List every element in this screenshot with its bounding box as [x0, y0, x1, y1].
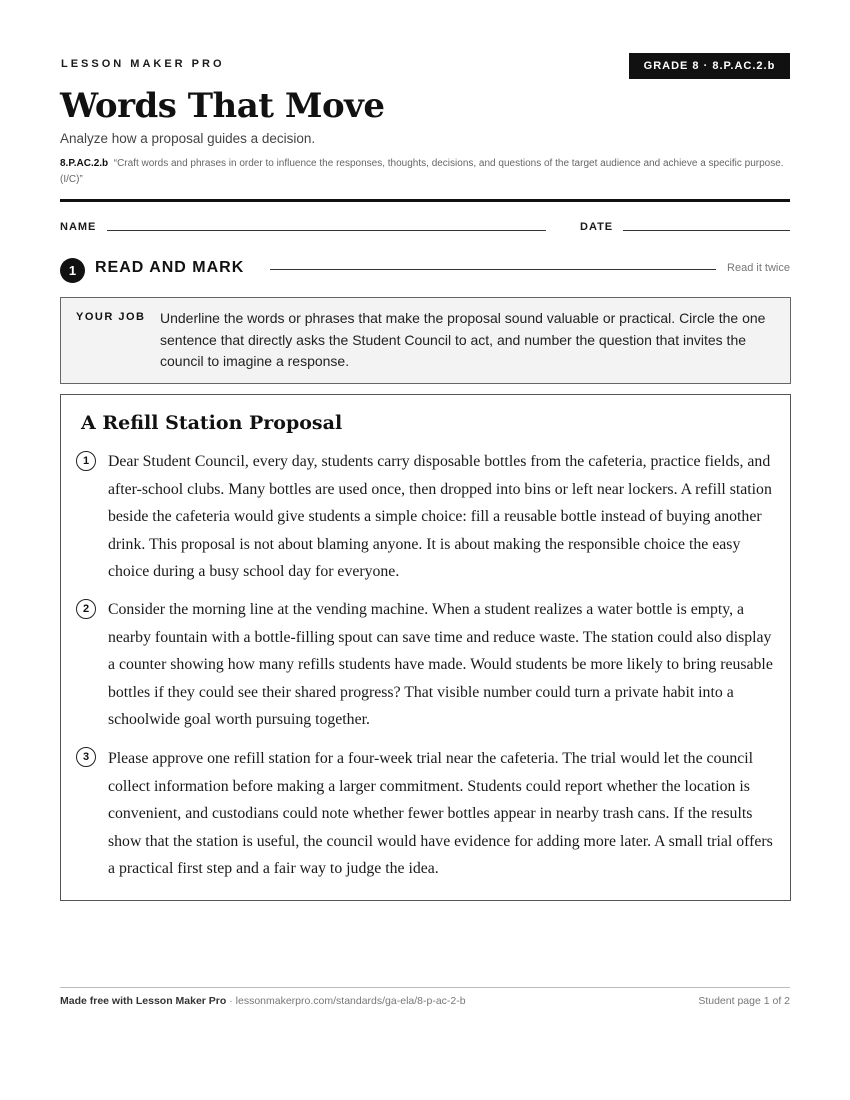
name-label: NAME: [60, 221, 97, 233]
your-job-instructions: Underline the words or phrases that make the proposal sound valuable or practical. Circle the one sentence that directly asks the Student Council to act, and number the question that invites the council to imagine a response.: [160, 310, 766, 369]
section-rule: [270, 269, 716, 270]
footer-made-with: Made free with Lesson Maker Pro: [60, 995, 227, 1007]
brand-label: LESSON MAKER PRO: [61, 58, 225, 70]
passage-paragraph: Please approve one refill station for a four-week trial near the cafeteria. The trial would let the council collect information before making a larger commitment. Students could report whether the location is convenient, and custodians could note whether fewer bottles appear in nearby trash cans. If the results show that the station is useful, the council would have evidence for adding more later. A small trial offers a practical first step and a fair way to judge the idea.: [108, 750, 773, 877]
worksheet-subtitle: Analyze how a proposal guides a decision.: [60, 131, 316, 146]
header-divider: [60, 199, 790, 202]
passage-box: [60, 394, 791, 901]
section-note: Read it twice: [727, 262, 790, 274]
section-title: READ AND MARK: [95, 259, 245, 276]
date-field[interactable]: [623, 230, 790, 231]
footer-url[interactable]: lessonmakerpro.com/standards/ga-ela/8-p-ac-2-b: [235, 995, 466, 1007]
footer-divider: [60, 987, 790, 988]
footer-separator: ·: [226, 995, 236, 1007]
passage-paragraph: Dear Student Council, every day, students carry disposable bottles from the cafeteria, practice fields, and after-school clubs. Many bottles are used once, then dropped into bins or left near lockers. A refill station beside the cafeteria would give students a simple choice: fill a reusable bottle instead of buying another drink. This proposal is not about blaming anyone. It is about making the responsible choice the easy choice during a busy school day for everyone.: [108, 453, 772, 580]
footer-page-number: Student page 1 of 2: [698, 995, 790, 1007]
passage-title: A Refill Station Proposal: [81, 412, 343, 434]
grade-badge: GRADE 8 · 8.P.AC.2.b: [629, 53, 790, 79]
your-job-label: YOUR JOB: [76, 311, 146, 323]
your-job-box: [60, 297, 791, 384]
passage-paragraph: Consider the morning line at the vending machine. When a student realizes a water bottle is empty, a nearby fountain with a bottle-filling spout can save time and reduce waste. The station could also display a counter showing how many refills students have made. Would students be more likely to bring reusable bottles if they could see their shared progress? That visible number could turn a private habit into a schoolwide goal worth pursuing together.: [108, 601, 773, 728]
name-field[interactable]: [107, 230, 546, 231]
paragraph-number-badge: 2: [76, 599, 96, 619]
section-number-badge: 1: [60, 258, 85, 283]
worksheet-title: Words That Move: [60, 86, 385, 126]
paragraph-number-badge: 1: [76, 451, 96, 471]
paragraph-number-badge: 3: [76, 747, 96, 767]
footer-credit: [60, 995, 466, 1007]
standard-text: “Craft words and phrases in order to influence the responses, thoughts, decisions, and questions of the target audience and achieve a specific purpose. (I/C)”: [60, 158, 784, 185]
standard-description: [60, 156, 792, 188]
standard-code: 8.P.AC.2.b: [60, 158, 109, 169]
date-label: DATE: [580, 221, 614, 233]
